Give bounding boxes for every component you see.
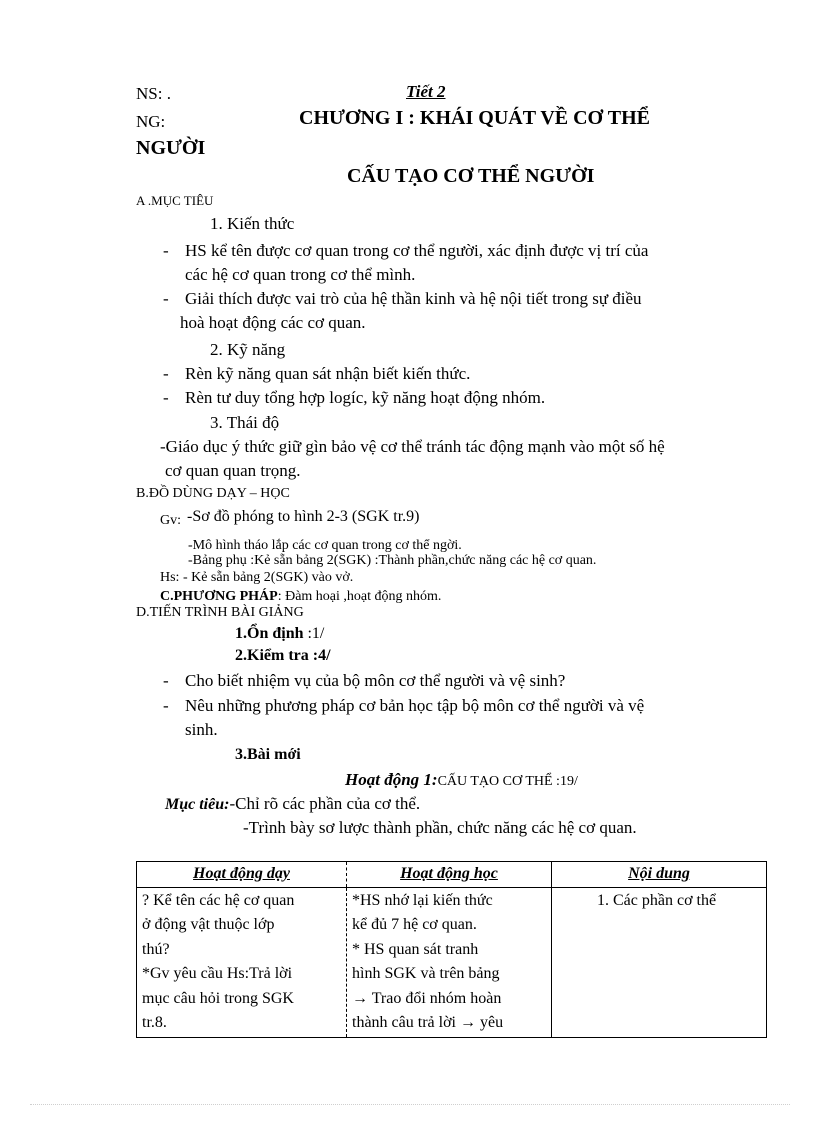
gv-label: Gv: [160, 513, 181, 528]
attitude-line: cơ quan quan trọng. [165, 461, 301, 480]
hs-line: Hs: - Kẻ sẵn bảng 2(SGK) vào vở. [160, 570, 354, 585]
header-teaching: Hoạt động dạy [137, 862, 347, 888]
table-header-row [137, 862, 767, 888]
section-b-title: B.ĐỒ DÙNG DẠY – HỌC [136, 486, 290, 501]
section-d-title: D.TIẾN TRÌNH BÀI GIẢNG [136, 605, 304, 620]
cell-line: *Gv yêu cầu Hs:Trả lời [142, 965, 293, 982]
cell-line: thành câu trả lời → yêu [352, 1014, 504, 1031]
bullet-dash: - [163, 364, 169, 383]
header-content: Nội dung [552, 862, 767, 888]
lesson-plan-table [136, 861, 767, 1038]
subsection-skills-title: 2. Kỹ năng [210, 340, 286, 359]
cell-line: kể đủ 7 hệ cơ quan. [352, 916, 477, 933]
bullet-dash: - [163, 696, 169, 715]
cell-line: mục câu hỏi trong SGK [142, 989, 294, 1007]
step1 [235, 625, 324, 643]
cell-line: → Trao đổi nhóm hoàn [352, 989, 502, 1007]
cell-line: ở động vật thuộc lớp [142, 916, 275, 933]
knowledge-item-line: hoà hoạt động các cơ quan. [180, 313, 366, 332]
objective-label: Mục tiêu: [165, 796, 230, 813]
cell-line: 1. Các phần cơ thể [597, 891, 717, 909]
subsection-knowledge-title: 1. Kiến thức [210, 214, 295, 233]
cell-line: * HS quan sát tranh [352, 940, 479, 958]
teaching-cell [137, 887, 347, 1037]
bullet-dash: - [163, 388, 169, 407]
knowledge-item-line: Giải thích được vai trò của hệ thần kinh và hệ nội tiết trong sự điều [185, 289, 642, 308]
lesson-title: CẤU TẠO CƠ THỂ NGƯỜI [347, 165, 595, 187]
cell-line: tr.8. [142, 1014, 167, 1031]
cell-line: ? Kể tên các hệ cơ quan [142, 891, 295, 909]
bullet-dash: - [163, 241, 169, 260]
gv-item: -Bảng phụ :Kẻ sẵn bảng 2(SGK) :Thành phần,chức năng các hệ cơ quan. [188, 553, 597, 568]
knowledge-item-line: các hệ cơ quan trong cơ thể mình. [185, 265, 416, 284]
objective [165, 794, 420, 814]
gv-item: -Mô hình tháo lắp các cơ quan trong cơ thể ngời. [188, 538, 462, 553]
step1-label: 1.Ổn định [235, 625, 304, 642]
lesson-number: Tiết 2 [406, 82, 446, 101]
objective-line: -Trình bày sơ lược thành phần, chức năng các hệ cơ quan. [243, 818, 637, 837]
section-c-label: C.PHƯƠNG PHÁP [160, 589, 278, 604]
skills-item: Rèn tư duy tổng hợp logíc, kỹ năng hoạt động nhóm. [185, 388, 546, 407]
review-question: sinh. [185, 720, 218, 739]
activity-label: Hoạt động 1: [345, 770, 438, 789]
chapter-title: CHƯƠNG I : KHÁI QUÁT VỀ CƠ THỂ [299, 107, 650, 129]
attitude-line: -Giáo dục ý thức giữ gìn bảo vệ cơ thể tránh tác động mạnh vào một số hệ [160, 437, 665, 456]
content-cell [552, 887, 767, 1037]
subsection-attitude-title: 3. Thái độ [210, 413, 280, 432]
review-question: Nêu những phương pháp cơ bản học tập bộ môn cơ thể người và vệ [185, 696, 645, 715]
section-c [160, 589, 441, 605]
ng-label: NG: [136, 112, 166, 131]
step2-title: 2.Kiểm tra :4/ [235, 647, 331, 664]
bullet-dash: - [163, 289, 169, 308]
cell-line: *HS nhớ lại kiến thức [352, 891, 493, 909]
activity-heading [345, 770, 578, 790]
learning-cell [347, 887, 552, 1037]
cell-line: thú? [142, 940, 170, 958]
section-a-title: A .MỤC TIÊU [136, 193, 214, 208]
section-c-text: : Đàm hoại ,hoạt động nhóm. [277, 589, 442, 604]
cell-line: hình SGK và trên bảng [352, 965, 500, 982]
ns-label: NS: . [136, 84, 171, 103]
table-row [137, 887, 767, 1037]
skills-item: Rèn kỹ năng quan sát nhận biết kiến thức. [185, 364, 471, 383]
activity-text: CẤU TẠO CƠ THỂ :19/ [437, 774, 578, 789]
step1-time: :1/ [303, 625, 325, 642]
header-learning: Hoạt động học [347, 862, 552, 888]
review-question: Cho biết nhiệm vụ của bộ môn cơ thể người và vệ sinh? [185, 671, 566, 690]
objective-line: -Chỉ rõ các phần của cơ thể. [229, 794, 421, 813]
knowledge-item-line: HS kể tên được cơ quan trong cơ thể người, xác định được vị trí của [185, 241, 649, 260]
gv-item: -Sơ đồ phóng to hình 2-3 (SGK tr.9) [187, 508, 420, 525]
chapter-title-cont: NGƯỜI [136, 137, 206, 159]
step3-title: 3.Bài mới [235, 746, 301, 763]
page-footer-divider [30, 1104, 790, 1105]
bullet-dash: - [163, 671, 169, 690]
